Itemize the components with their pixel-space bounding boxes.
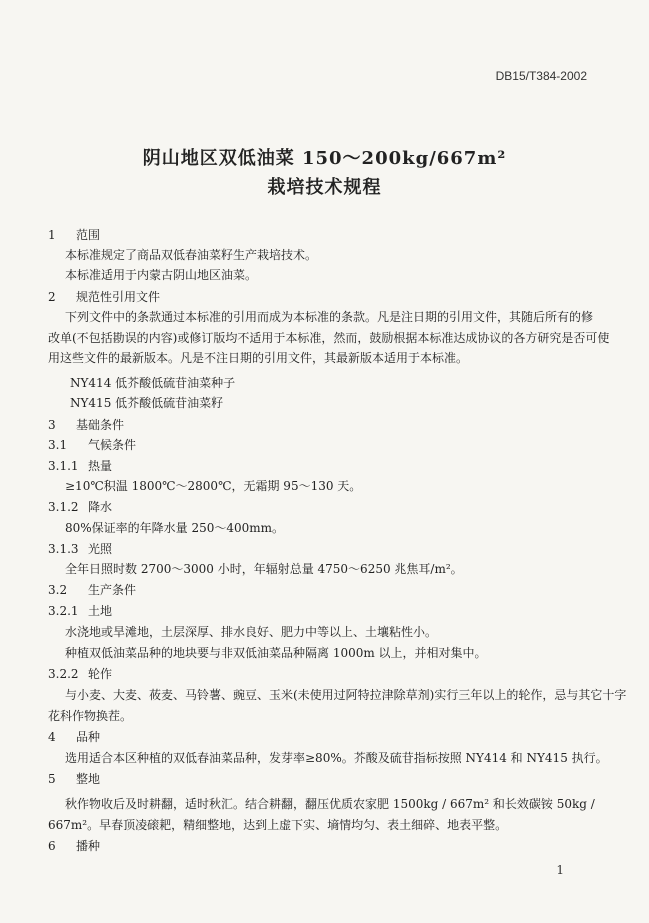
section-title: 气候条件 (88, 438, 137, 452)
section-number: 2 (48, 290, 56, 304)
section-number: 3.1.2 (48, 500, 79, 514)
paragraph: ≥10℃积温 1800℃～2800℃，无霜期 95～130 天。 (65, 479, 362, 493)
paragraph-line: 667m²。早春顶凌磙耙，精细整地，达到上虚下实、墒情均匀、表土细碎、地表平整。 (48, 818, 508, 832)
section-number: 4 (48, 730, 56, 744)
subsection-heading-3-1-3 (48, 541, 112, 557)
paragraph: 本标准规定了商品双低春油菜籽生产栽培技术。 (65, 248, 318, 262)
standard-code: DB15/T384-2002 (495, 69, 587, 83)
paragraph-line: 秋作物收后及时耕翻，适时秋汇。结合耕翻，翻压优质农家肥 1500kg / 667m² 和长效碳铵 50kg / (65, 797, 595, 811)
section-title: 基础条件 (76, 418, 125, 432)
subsection-heading-3-2-2 (48, 666, 112, 682)
reference-item: NY415 低芥酸低硫苷油菜籽 (70, 396, 224, 410)
paragraph-line: 与小麦、大麦、莜麦、马铃薯、豌豆、玉米(未使用过阿特拉津除草剂)实行三年以上的轮作，忌与其它十字 (65, 688, 627, 702)
section-number: 3 (48, 418, 56, 432)
paragraph: 水浇地或旱滩地，土层深厚、排水良好、肥力中等以上、土壤粘性小。 (65, 625, 438, 639)
section-number: 1 (48, 228, 56, 242)
document-title-line1: 阴山地区双低油菜 150～200kg/667m² (142, 148, 507, 169)
section-number: 3.1 (48, 438, 68, 452)
section-title: 品种 (76, 730, 101, 744)
document-title-line2: 栽培技术规程 (267, 177, 382, 198)
subsection-heading-3-2 (48, 582, 136, 598)
paragraph: 本标准适用于内蒙古阴山地区油菜。 (65, 268, 258, 282)
section-title: 光照 (88, 542, 113, 556)
section-number: 3.2.1 (48, 604, 79, 618)
section-title: 范围 (76, 228, 101, 242)
subsection-heading-3-1 (48, 437, 136, 453)
paragraph: 80%保证率的年降水量 250～400mm。 (65, 521, 285, 535)
paragraph-line: 用这些文件的最新版本。凡是不注日期的引用文件，其最新版本适用于本标准。 (48, 351, 469, 365)
section-title: 轮作 (88, 667, 113, 681)
section-heading-4 (48, 729, 100, 745)
page-number: 1 (556, 863, 564, 877)
section-number: 3.1.3 (48, 542, 79, 556)
section-title: 生产条件 (88, 583, 137, 597)
section-number: 6 (48, 839, 56, 853)
section-title: 降水 (88, 500, 113, 514)
section-heading-5 (48, 771, 100, 787)
section-number: 3.2 (48, 583, 68, 597)
section-heading-1 (48, 227, 100, 243)
paragraph-line: 花科作物换茬。 (48, 709, 133, 723)
section-title: 播种 (76, 839, 101, 853)
section-number: 3.1.1 (48, 459, 79, 473)
section-number: 3.2.2 (48, 667, 79, 681)
section-title: 规范性引用文件 (76, 290, 161, 304)
paragraph: 种植双低油菜品种的地块要与非双低油菜品种隔离 1000m 以上，并相对集中。 (65, 646, 487, 660)
subsection-heading-3-1-2 (48, 499, 112, 515)
section-heading-2 (48, 289, 160, 305)
section-title: 土地 (88, 604, 113, 618)
paragraph: 全年日照时数 2700～3000 小时，年辐射总量 4750～6250 兆焦耳/m²。 (65, 562, 463, 576)
reference-item: NY414 低芥酸低硫苷油菜种子 (70, 376, 236, 390)
paragraph: 选用适合本区种植的双低春油菜品种，发芽率≥80%。芥酸及硫苷指标按照 NY414 和 NY415 执行。 (65, 751, 608, 765)
section-heading-3 (48, 417, 124, 433)
section-heading-6 (48, 838, 100, 854)
paragraph-line: 改单(不包括勘误的内容)或修订版均不适用于本标准，然而，鼓励根据本标准达成协议的各方研究是否可使 (48, 331, 610, 345)
paragraph-line: 下列文件中的条款通过本标准的引用而成为本标准的条款。凡是注日期的引用文件，其随后所有的修 (65, 310, 594, 324)
section-number: 5 (48, 772, 56, 786)
section-title: 热量 (88, 459, 113, 473)
subsection-heading-3-2-1 (48, 603, 112, 619)
subsection-heading-3-1-1 (48, 458, 112, 474)
section-title: 整地 (76, 772, 101, 786)
